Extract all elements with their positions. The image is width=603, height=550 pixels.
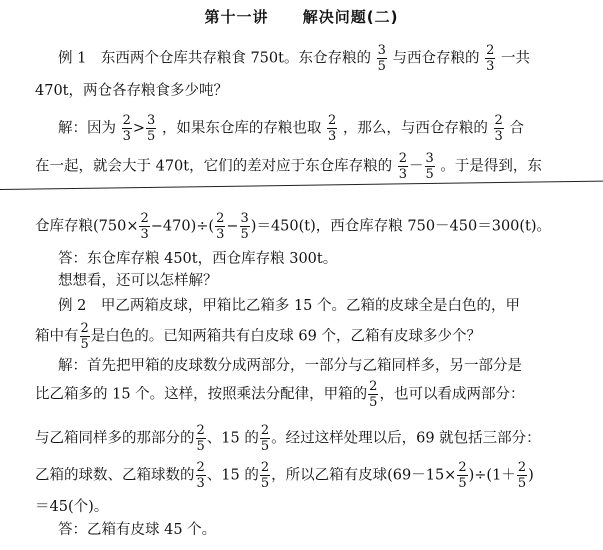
think-prompt: 想想看，还可以怎样解？ [58, 273, 218, 289]
fraction: $\frac{2}{3}$ [122, 113, 131, 144]
fraction: $\frac{3}{5}$ [377, 43, 386, 74]
fraction: $\frac{2}{5}$ [80, 321, 89, 352]
ex2-solution-3: 与乙箱同样多的那部分的 $\frac{2}{5}$ 、15 的 $\frac{2}{5}$ 。经过这样处理以后，69 就包括三部分： [35, 423, 541, 454]
fraction: $\frac{2}{3}$ [140, 211, 149, 242]
fraction: $\frac{3}{5}$ [425, 151, 434, 182]
ex2-solution-1: 解：首先把甲箱的皮球数分成两部分，一部分与乙箱同样多，另一部分是 [58, 358, 522, 374]
ex2-solution-5: ＝45(个)。 [35, 499, 109, 515]
fraction: $\frac{2}{5}$ [196, 423, 205, 454]
fraction: $\frac{2}{5}$ [260, 460, 270, 491]
fraction: $\frac{2}{5}$ [517, 460, 527, 491]
lesson-number: 第十一讲 [204, 8, 269, 26]
fraction: $\frac{2}{3}$ [398, 151, 408, 182]
fraction: $\frac{3}{5}$ [240, 211, 249, 242]
ex2-line-2: 箱中有 $\frac{2}{5}$ 是白色的。已知两箱共有白皮球 69 个，乙箱有皮球多少个？ [35, 321, 481, 352]
lesson-title [0, 6, 603, 27]
fraction: $\frac{2}{5}$ [458, 460, 467, 491]
ex1-line-4: 在一起，就会大于 470t，它们的差对应于东仓库存粮的 $\frac{2}{3}$ － $\frac{3}{5}$ 。于是得到，东 [35, 151, 542, 182]
answer-2: 答：乙箱有皮球 45 个。 [58, 522, 217, 538]
fraction: $\frac{2}{3}$ [216, 211, 225, 242]
lesson-topic: 解决问题(二) [302, 8, 399, 26]
ex2-solution-4: 乙箱的球数、乙箱球数的 $\frac{2}{3}$ 、15 的 $\frac{2}{5}$ ，所以乙箱有皮球(69－15× $\frac{2}{5}$ )÷(1＋ $\frac{2}{5}$ ) [35, 460, 534, 491]
ex1-line-1: 例 1 东西两个仓库共存粮食 750t。东仓存粮的 $\frac{3}{5}$ 与西仓存粮的 $\frac{2}{3}$ 一共 [58, 43, 530, 74]
fraction: $\frac{3}{5}$ [147, 113, 156, 144]
fraction: $\frac{2}{3}$ [486, 43, 495, 74]
fraction: $\frac{2}{5}$ [260, 423, 270, 454]
ex1-line-3: 解：因为 $\frac{2}{3}$ > $\frac{3}{5}$ ，如果东仓库的存粮也取 $\frac{2}{3}$ ，那么，与西仓存粮的 $\frac{2}{3}$ 合 [58, 113, 524, 144]
calc-line: 仓库存粮(750× $\frac{2}{3}$ −470)÷( $\frac{2}{3}$ − $\frac{3}{5}$ )＝450(t)，西仓库存粮 750－450＝300(t)。 [35, 211, 552, 242]
answer-1: 答：东仓库存粮 450t，西仓库存粮 300t。 [58, 251, 338, 267]
fraction: $\frac{2}{3}$ [328, 113, 337, 144]
ex2-line-1: 例 2 甲乙两箱皮球，甲箱比乙箱多 15 个。乙箱的皮球全是白色的，甲 [58, 298, 521, 314]
page-divider [0, 181, 603, 190]
fraction: $\frac{2}{5}$ [369, 379, 378, 410]
fraction: $\frac{2}{3}$ [494, 113, 503, 144]
ex2-solution-2: 比乙箱多的 15 个。这样，按照乘法分配律，甲箱的 $\frac{2}{5}$ ，也可以看成两部分： [35, 379, 525, 410]
ex1-line-2: 470t，两仓各存粮食多少吨？ [35, 83, 229, 99]
fraction: $\frac{2}{3}$ [196, 460, 205, 491]
